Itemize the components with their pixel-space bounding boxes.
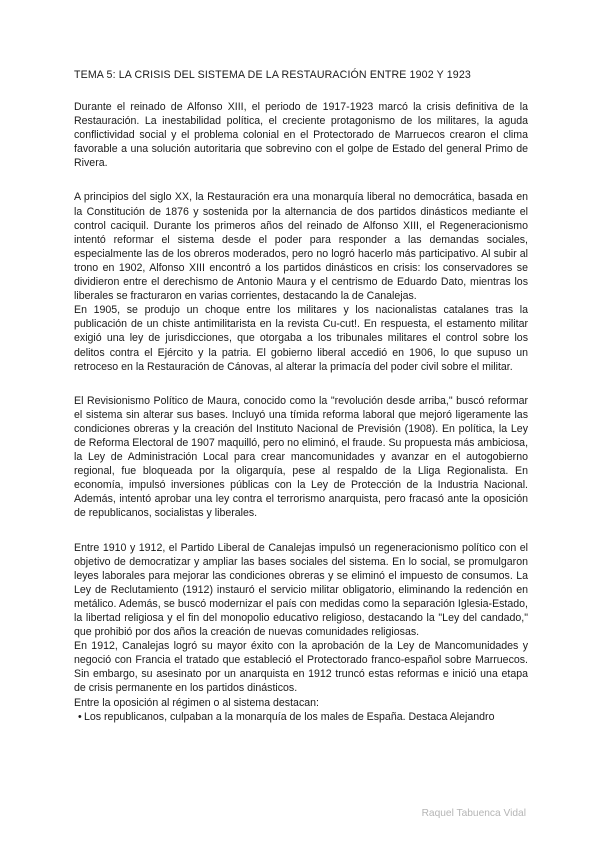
paragraph-canalejas: Entre 1910 y 1912, el Partido Liberal de Canalejas impulsó un regeneracionismo político con el objetivo de democratizar y ampliar las bases sociales del sistema. En lo social, se promulgaron leyes laborales para mejorar las condiciones obreras y se eliminó el impuesto de consumos. La Ley de Reclutamiento (1912) instauró el servicio militar obligatorio, eliminando la redención en metálico. Además, se buscó modernizar el país con medidas como la separación Iglesia-Estado, la libertad religiosa y el fin del monopolio educativo religioso, destacando la "Ley del candado," que prohibió por dos años la creación de nuevas comunidades religiosas. — [74, 541, 528, 639]
footer-author: Raquel Tabuenca Vidal — [421, 808, 526, 819]
paragraph-context: A principios del siglo XX, la Restauración era una monarquía liberal no democrática, basada en la Constitución de 1876 y sostenida por la alternancia de dos partidos dinásticos mediante el control caciquil. Durante los primeros años del reinado de Alfonso XIII, el Regeneracionismo intentó reformar el sistema desde el poder para responder a las demandas sociales, especialmente las de los obreros moderados, pero no logró hacerlo más participativo. Al subir al trono en 1902, Alfonso XIII encontró a los partidos dinásticos en crisis: los conservadores se dividieron entre el derechismo de Antonio Maura y el centrismo de Eduardo Dato, mientras los liberales se fracturaron en varias corrientes, destacando la de Canalejas. — [74, 191, 528, 303]
list-item — [74, 710, 528, 724]
paragraph-jurisdicciones: En 1905, se produjo un choque entre los militares y los nacionalistas catalanes tras la publicación de un chiste antimilitarista en la revista Cu-cut!. En respuesta, el estamento militar exigió una ley de jurisdicciones, que otorgaba a los tribunales militares el control sobre los delitos contra el Ejército y la patria. El gobierno liberal accedió en 1906, lo que supuso un retroceso en la Restauración de Cánovas, al alterar la primacía del poder civil sobre el militar. — [74, 304, 528, 373]
list-item-text: Los republicanos, culpaban a la monarquía de los males de España. Destaca Alejandro — [84, 710, 495, 723]
paragraph-oposicion: Entre la oposición al régimen o al sistema destacan: — [74, 696, 319, 709]
paragraph-intro: Durante el reinado de Alfonso XIII, el periodo de 1917-1923 marcó la crisis definitiva de la Restauración. La inestabilidad política, el creciente protagonismo de los militares, la aguda conflictividad social y el problema colonial en el Protectorado de Marruecos crearon el clima favorable a una solución autoritaria que sobrevino con el golpe de Estado del general Primo de Rivera. — [74, 101, 528, 170]
document-body — [74, 100, 528, 724]
bullet-list — [74, 710, 528, 724]
paragraph-maura: El Revisionismo Político de Maura, conocido como la "revolución desde arriba," buscó reformar el sistema sin alterar sus bases. Incluyó una tímida reforma laboral que mejoró ligeramente las condiciones obreras y la creación del Instituto Nacional de Previsión (1908). En política, la Ley de Reforma Electoral de 1907 maquilló, pero no eliminó, el fraude. Su propuesta más ambiciosa, la Ley de Administración Local para crear mancomunidades y avanzar en el autogobierno regional, fue bloqueada por la oligarquía, pese al respaldo de la Lliga Regionalista. En economía, impulsó inversiones públicas con la Ley de Protección de la Industria Nacional. Además, intentó aprobar una ley contra el terrorismo anarquista, pero fracasó ante la oposición de republicanos, socialistas y liberales. — [74, 394, 529, 520]
paragraph-mancomunidades: En 1912, Canalejas logró su mayor éxito con la aprobación de la Ley de Mancomunidades y negoció con Francia el tratado que estableció el Protectorado franco-español sobre Marruecos. Sin embargo, su asesinato por un anarquista en 1912 truncó estas reformas e inició una etapa de crisis permanente en los partidos dinásticos. — [74, 640, 528, 695]
document-title: TEMA 5: LA CRISIS DEL SISTEMA DE LA RESTAURACIÓN ENTRE 1902 Y 1923 — [74, 69, 471, 81]
bullet-marker: • — [78, 710, 82, 723]
